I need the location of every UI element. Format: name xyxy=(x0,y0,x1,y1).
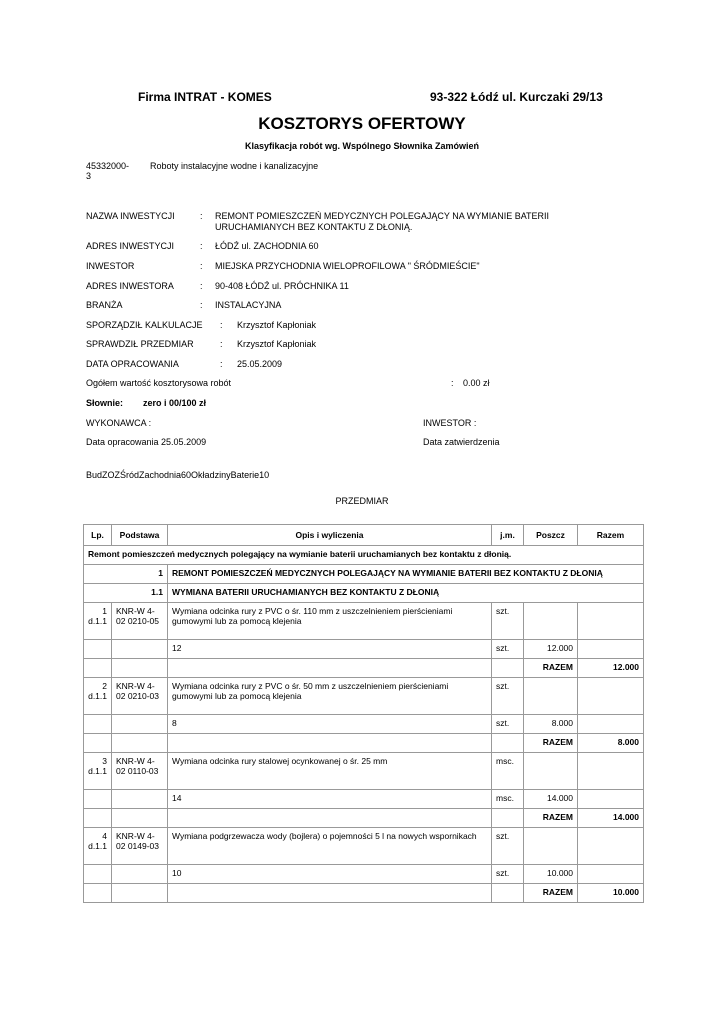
table-row xyxy=(84,865,644,884)
checked-by-value: Krzysztof Kapłoniak xyxy=(237,339,317,349)
investment-name-value: REMONT POMIESZCZEŃ MEDYCZNYCH POLEGAJĄCY NA WYMIANIE BATERII URUCHAMIANYCH BEZ KONTAKTU Z DŁONIĄ. xyxy=(215,211,550,232)
colon: : xyxy=(200,241,203,251)
cpv-code: 45332000- 3 xyxy=(86,161,130,181)
words-value: zero i 00/100 zł xyxy=(143,398,207,408)
item-value xyxy=(524,603,578,640)
razem-value: 10.000 xyxy=(578,884,644,903)
item-basis: KNR-W 4-02 0149-03 xyxy=(112,828,168,865)
table-row xyxy=(84,734,644,753)
estimate-table xyxy=(83,524,644,903)
table-row xyxy=(84,828,644,865)
item-total xyxy=(578,678,644,715)
item-lp: 3 d.1.1 xyxy=(84,753,112,790)
contractor-label: WYKONAWCA : xyxy=(86,418,152,428)
date-value: 25.05.2009 xyxy=(237,359,283,369)
item-total xyxy=(578,603,644,640)
branch-value: INSTALACYJNA xyxy=(215,300,282,310)
razem-label: RAZEM xyxy=(524,809,578,828)
item-value xyxy=(524,678,578,715)
investor-signature-label: INWESTOR : xyxy=(423,418,477,428)
table-row xyxy=(84,640,644,659)
approval-date: Data zatwierdzenia xyxy=(423,437,500,447)
razem-label: RAZEM xyxy=(524,734,578,753)
colon: : xyxy=(200,281,203,291)
checked-by-label: SPRAWDZIŁ PRZEDMIAR xyxy=(86,339,194,349)
branch-label: BRANŻA xyxy=(86,300,123,310)
table-row xyxy=(84,753,644,790)
table-row xyxy=(84,678,644,715)
table-row xyxy=(84,790,644,809)
razem-value: 14.000 xyxy=(578,809,644,828)
item-total xyxy=(578,753,644,790)
item-calc-unit: szt. xyxy=(492,715,524,734)
prepared-by-label: SPORZĄDZIŁ KALKULACJE xyxy=(86,320,203,330)
item-unit: szt. xyxy=(492,603,524,640)
col-lp: Lp. xyxy=(84,525,112,546)
item-unit: msc. xyxy=(492,753,524,790)
item-calc: 14 xyxy=(168,790,492,809)
item-description: Wymiana odcinka rury z PVC o śr. 110 mm z uszczelnieniem pierścieniami gumowymi lub za pomocą klejenia xyxy=(168,603,492,640)
item-lp: 4 d.1.1 xyxy=(84,828,112,865)
item-calc: 10 xyxy=(168,865,492,884)
section-row xyxy=(84,565,644,584)
col-description: Opis i wyliczenia xyxy=(168,525,492,546)
preparation-date: Data opracowania 25.05.2009 xyxy=(86,437,207,447)
investment-address-value: ŁÓDŹ ul. ZACHODNIA 60 xyxy=(215,241,319,251)
subsection-row xyxy=(84,584,644,603)
table-row xyxy=(84,884,644,903)
item-description: Wymiana podgrzewacza wody (bojlera) o pojemności 5 l na nowych wspornikach xyxy=(168,828,492,865)
item-unit: szt. xyxy=(492,678,524,715)
item-calc-value: 14.000 xyxy=(524,790,578,809)
col-total: Razem xyxy=(578,525,644,546)
investment-address-label: ADRES INWESTYCJI xyxy=(86,241,175,251)
firm-address: 93-322 Łódź ul. Kurczaki 29/13 xyxy=(430,90,603,104)
item-value xyxy=(524,828,578,865)
investment-name-label: NAZWA INWESTYCJI xyxy=(86,211,175,221)
table-row xyxy=(84,659,644,678)
classification-subtitle: Klasyfikacja robót wg. Wspólnego Słownika Zamówień xyxy=(244,141,480,151)
item-basis: KNR-W 4-02 0210-05 xyxy=(112,603,168,640)
table-row xyxy=(84,715,644,734)
investor-address-label: ADRES INWESTORA xyxy=(86,281,174,291)
section-number: 1 xyxy=(84,565,168,584)
item-description: Wymiana odcinka rury z PVC o śr. 50 mm z uszczelnieniem pierścieniami gumowymi lub za pomocą klejenia xyxy=(168,678,492,715)
item-basis: KNR-W 4-02 0110-03 xyxy=(112,753,168,790)
item-lp: 1 d.1.1 xyxy=(84,603,112,640)
item-calc-unit: szt. xyxy=(492,865,524,884)
item-calc-value: 10.000 xyxy=(524,865,578,884)
table-summary-row xyxy=(84,546,644,565)
item-value xyxy=(524,753,578,790)
total-label: Ogółem wartość kosztorysowa robót xyxy=(86,378,232,388)
col-basis: Podstawa xyxy=(112,525,168,546)
colon: : xyxy=(451,378,454,388)
col-value: Poszcz xyxy=(524,525,578,546)
words-label: Słownie: xyxy=(86,398,124,408)
file-name: BudZOZŚródZachodnia60OkładzinyBaterie10 xyxy=(86,470,270,480)
table-row xyxy=(84,603,644,640)
colon: : xyxy=(200,211,203,221)
prepared-by-value: Krzysztof Kapłoniak xyxy=(237,320,317,330)
item-calc: 8 xyxy=(168,715,492,734)
razem-label: RAZEM xyxy=(524,659,578,678)
firm-name: Firma INTRAT - KOMES xyxy=(138,90,272,104)
summary-cell: Remont pomieszczeń medycznych polegający na wymianie baterii uruchamianych bez kontaktu z dłonią. xyxy=(84,546,644,565)
section-title: PRZEDMIAR xyxy=(335,496,389,506)
colon: : xyxy=(200,300,203,310)
item-calc-value: 8.000 xyxy=(524,715,578,734)
item-calc-value: 12.000 xyxy=(524,640,578,659)
subsection-title-cell: WYMIANA BATERII URUCHAMIANYCH BEZ KONTAKTU Z DŁONIĄ xyxy=(168,584,644,603)
item-basis: KNR-W 4-02 0210-03 xyxy=(112,678,168,715)
item-calc-unit: msc. xyxy=(492,790,524,809)
col-unit: j.m. xyxy=(492,525,524,546)
table-header-row xyxy=(84,525,644,546)
investor-value: MIEJSKA PRZYCHODNIA WIELOPROFILOWA " ŚRÓDMIEŚCIE" xyxy=(215,261,480,271)
item-description: Wymiana odcinka rury stalowej ocynkowanej o śr. 25 mm xyxy=(168,753,492,790)
section-title-cell: REMONT POMIESZCZEŃ MEDYCZNYCH POLEGAJĄCY NA WYMIANIE BATERII BEZ KONTAKTU Z DŁONIĄ xyxy=(168,565,644,584)
investor-address-value: 90-408 ŁÓDŹ ul. PRÓCHNIKA 11 xyxy=(215,281,349,291)
razem-value: 8.000 xyxy=(578,734,644,753)
table-row xyxy=(84,809,644,828)
colon: : xyxy=(200,261,203,271)
cpv-description: Roboty instalacyjne wodne i kanalizacyjne xyxy=(150,161,319,171)
subsection-number: 1.1 xyxy=(84,584,168,603)
investor-label: INWESTOR xyxy=(86,261,135,271)
item-calc-unit: szt. xyxy=(492,640,524,659)
item-unit: szt. xyxy=(492,828,524,865)
razem-value: 12.000 xyxy=(578,659,644,678)
razem-label: RAZEM xyxy=(524,884,578,903)
date-label: DATA OPRACOWANIA xyxy=(86,359,179,369)
page-title: KOSZTORYS OFERTOWY xyxy=(258,114,466,133)
colon: : xyxy=(220,320,223,330)
colon: : xyxy=(220,359,223,369)
item-total xyxy=(578,828,644,865)
item-lp: 2 d.1.1 xyxy=(84,678,112,715)
item-calc: 12 xyxy=(168,640,492,659)
colon: : xyxy=(220,339,223,349)
total-value: 0.00 zł xyxy=(463,378,490,388)
